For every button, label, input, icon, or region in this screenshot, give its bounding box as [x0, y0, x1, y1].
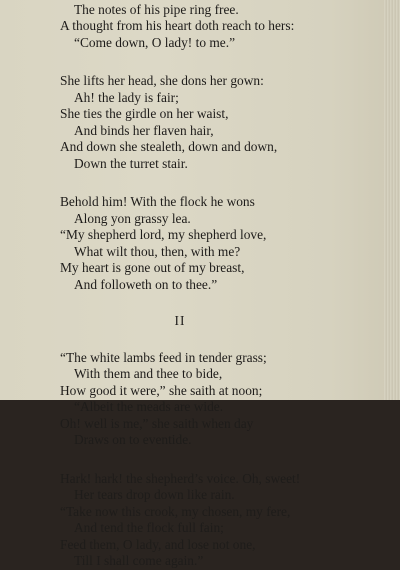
poem-line: And down she stealeth, down and down,	[60, 139, 278, 154]
poem-line: Hark! hark! the shepherd’s voice. Oh, sweet!	[60, 470, 301, 486]
poem-text	[60, 0, 380, 570]
poem-line: Her tears drop down like rain.	[74, 487, 235, 502]
poem-line: My heart is gone out of my breast,	[60, 260, 245, 275]
stanza-1	[60, 0, 380, 51]
poem-line: “Albeit the meads are wide.	[74, 399, 224, 414]
poem-line: “Come down, O lady! to me.”	[74, 34, 236, 50]
page-edges	[384, 0, 400, 400]
poem-line: Draws on to eventide.	[74, 432, 192, 447]
poem-line: Oh! well is me,” she saith when day	[60, 415, 254, 431]
stanza-3	[60, 194, 380, 293]
poem-line: Ah! the lady is fair;	[74, 89, 179, 105]
stanza-gap	[60, 449, 380, 471]
poem-line: “The white lambs feed in tender grass;	[60, 349, 267, 365]
poem-line: Along yon grassy lea.	[74, 210, 191, 226]
poem-line: The notes of his pipe ring free.	[74, 1, 239, 17]
poem-line: What wilt thou, then, with me?	[74, 243, 241, 259]
section-numeral: II	[174, 313, 186, 328]
poem-line: She ties the girdle on her waist,	[60, 106, 229, 121]
poem-line: A thought from his heart doth reach to hers:	[60, 18, 295, 33]
poem-line: And binds her flaven hair,	[74, 122, 214, 138]
poem-line: And tend the flock full fain;	[74, 520, 224, 535]
stanza-gap	[60, 172, 380, 194]
poem-line: Behold him! With the flock he wons	[60, 194, 255, 209]
poem-line: Till I shall come again.”	[74, 553, 204, 568]
poem-line: Feed them, O lady, and lose not one,	[60, 536, 256, 552]
poem-line: How good it were,” she saith at noon;	[60, 382, 263, 398]
poem-line: With them and thee to bide,	[74, 366, 223, 381]
poem-line: And followeth on to thee.”	[74, 276, 218, 292]
poem-line: She lifts her head, she dons her gown:	[60, 73, 264, 88]
stanza-4	[60, 350, 380, 449]
stanza-gap	[60, 330, 380, 350]
poem-line: “My shepherd lord, my shepherd love,	[60, 227, 267, 242]
poem-line: Down the turret stair.	[74, 155, 188, 171]
stanza-2	[60, 73, 380, 172]
stanza-gap	[60, 293, 380, 313]
stanza-5	[60, 471, 380, 570]
poem-line: “Take now this crook, my chosen, my fere,	[60, 503, 291, 519]
stanza-gap	[60, 51, 380, 73]
